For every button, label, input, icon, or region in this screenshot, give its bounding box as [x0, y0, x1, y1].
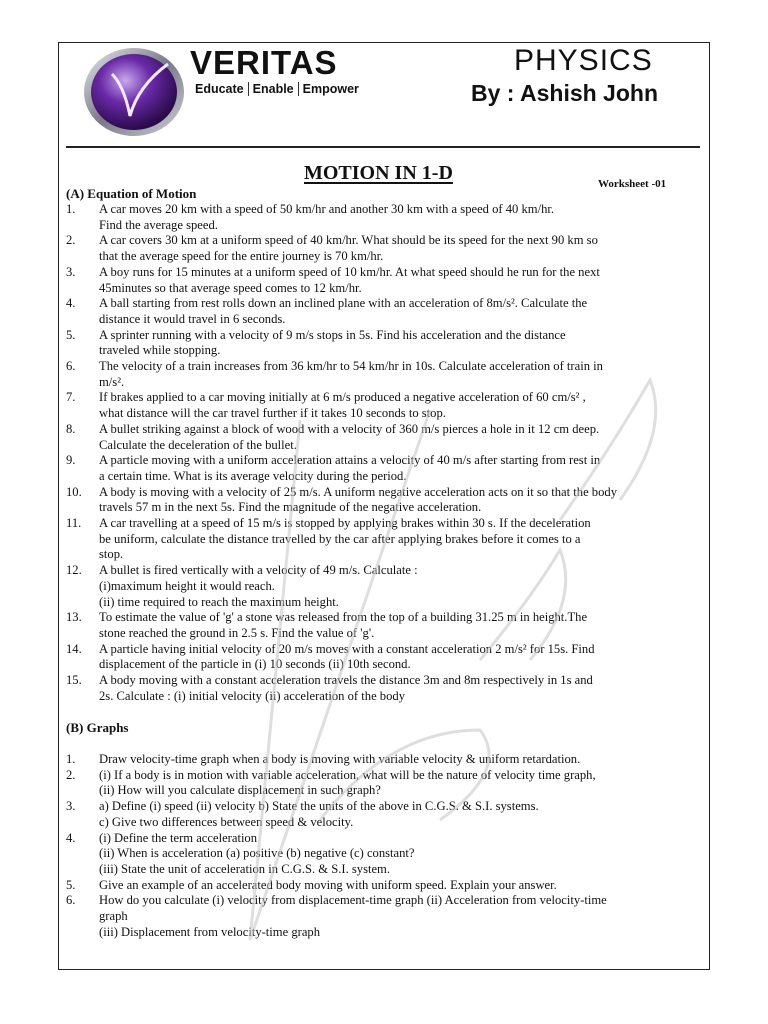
question-line: Give an example of an accelerated body moving with uniform speed. Explain your answer. [99, 877, 557, 892]
question-line: A body is moving with a velocity of 25 m/s. A uniform negative acceleration acts on it so that the body [99, 484, 617, 499]
question-text [99, 390, 702, 421]
question-line: A car moves 20 km with a speed of 50 km/hr and another 30 km with a speed of 40 km/hr. [99, 202, 555, 216]
question-line: travels 57 m in the next 5s. Find the magnitude of the negative acceleration. [99, 500, 482, 515]
question-text [99, 233, 702, 264]
tagline [195, 82, 359, 96]
question-line: distance it would travel in 6 seconds. [99, 311, 286, 326]
question-line: (ii) When is acceleration (a) positive (b) negative (c) constant? [99, 846, 415, 861]
question-text [99, 453, 702, 484]
question-text [99, 328, 702, 359]
question-text [99, 673, 702, 704]
question-line: A particle having initial velocity of 20 m/s moves with a constant acceleration 2 m/s² for 15s. Find [99, 641, 595, 656]
question-line: A body moving with a constant acceleration travels the distance 3m and 8m respectively in 1s and [99, 673, 593, 687]
question-number: 6. [66, 359, 76, 373]
question-text [99, 610, 702, 641]
question-line: 2s. Calculate : (i) initial velocity (ii) acceleration of the body [99, 688, 405, 703]
header-divider [66, 146, 700, 148]
question-line: How do you calculate (i) velocity from displacement-time graph (ii) Acceleration from velocity-time [99, 893, 607, 908]
question-line: Calculate the deceleration of the bullet. [99, 437, 297, 452]
question-line: a certain time. What is its average velocity during the period. [99, 468, 407, 483]
question-line: A bullet striking against a block of wood with a velocity of 360 m/s pierces a hole in it 12 cm deep. [99, 421, 600, 436]
question-line: Find the average speed. [99, 217, 218, 232]
question-line: A particle moving with a uniform acceleration attains a velocity of 40 m/s after starting from rest in [99, 453, 601, 468]
question-line: traveled while stopping. [99, 343, 221, 358]
question-number: 3. [66, 264, 76, 279]
veritas-logo-icon [82, 46, 186, 138]
subject-title: PHYSICS [514, 44, 653, 77]
tagline-empower: Empower [298, 82, 359, 96]
brand-name: VERITAS [190, 44, 338, 81]
question-number: 11. [66, 516, 82, 530]
question-text [99, 642, 702, 673]
question-line: that the average speed for the entire journey is 70 km/hr. [99, 249, 384, 264]
question-line: (iii) State the unit of acceleration in C.G.S. & S.I. system. [99, 861, 391, 876]
question-line: m/s². [99, 374, 125, 389]
question-line: If brakes applied to a car moving initially at 6 m/s produced a negative acceleration of 60 cm/s² , [99, 390, 586, 405]
question-number: 5. [66, 327, 76, 342]
question-number: 2. [66, 233, 76, 248]
question-number: 5. [66, 877, 76, 892]
question-number: 4. [66, 830, 76, 845]
question-number: 9. [66, 453, 76, 468]
question-line: (i) Define the term acceleration [99, 830, 258, 845]
question-text [99, 752, 702, 768]
question-line: stone reached the ground in 2.5 s. Find the value of 'g'. [99, 625, 375, 640]
question-number: 12. [66, 563, 82, 578]
question-line: 45minutes so that average speed comes to 12 km/hr. [99, 280, 362, 295]
question-line: (iii) Displacement from velocity-time graph [99, 924, 321, 939]
question-line: To estimate the value of 'g' a stone was released from the top of a building 31.25 m in height.The [99, 610, 588, 625]
question-text [99, 296, 702, 327]
tagline-educate: Educate [195, 82, 244, 96]
question-text [99, 359, 702, 390]
question-line: Draw velocity-time graph when a body is moving with variable velocity & uniform retardation. [99, 752, 581, 766]
question-line: A car covers 30 km at a uniform speed of 40 km/hr. What should be its speed for the next 90 km so [99, 233, 598, 248]
question-line: graph [99, 909, 128, 923]
question-line: c) Give two differences between speed & velocity. [99, 814, 354, 829]
question-line: (ii) How will you calculate displacement in such graph? [99, 783, 381, 798]
question-line: displacement of the particle in (i) 10 seconds (ii) 10th second. [99, 657, 411, 672]
question-number: 2. [66, 767, 76, 782]
question-text [99, 485, 702, 516]
question-text [99, 563, 702, 610]
worksheet-number: Worksheet -01 [598, 178, 667, 190]
question-number: 1. [66, 202, 76, 216]
question-text [99, 878, 702, 894]
question-line: The velocity of a train increases from 36 km/hr to 54 km/hr in 10s. Calculate acceleration of train in [99, 359, 603, 373]
question-text [99, 768, 702, 799]
question-number: 15. [66, 673, 82, 687]
section-a-heading: (A) Equation of Motion [66, 186, 197, 201]
question-line: be uniform, calculate the distance travelled by the car after applying brakes before it comes to a [99, 531, 581, 546]
question-line: A car travelling at a speed of 15 m/s is stopped by applying brakes within 30 s. If the deceleration [99, 516, 591, 530]
question-line: a) Define (i) speed (ii) velocity b) State the units of the above in C.G.S. & S.I. systems. [99, 799, 539, 814]
question-line: A bullet is fired vertically with a velocity of 49 m/s. Calculate : [99, 563, 418, 578]
question-number: 1. [66, 752, 76, 766]
question-line: (i)maximum height it would reach. [99, 578, 275, 593]
question-line: A sprinter running with a velocity of 9 m/s stops in 5s. Find his acceleration and the distance [99, 327, 566, 342]
question-text [99, 516, 702, 563]
question-line: A ball starting from rest rolls down an inclined plane with an acceleration of 8m/s². Calculate the [99, 296, 588, 311]
question-number: 6. [66, 893, 76, 908]
tagline-enable: Enable [248, 82, 294, 96]
question-number: 4. [66, 296, 76, 311]
question-line: what distance will the car travel further if it takes 10 seconds to stop. [99, 406, 446, 421]
question-number: 13. [66, 610, 82, 625]
question-number: 10. [66, 484, 82, 499]
question-text [99, 265, 702, 296]
question-line: (ii) time required to reach the maximum height. [99, 594, 339, 609]
question-line: A boy runs for 15 minutes at a uniform speed of 10 km/hr. At what speed should he run for the next [99, 264, 600, 279]
question-line: stop. [99, 547, 124, 562]
question-text [99, 422, 702, 453]
question-text [99, 831, 702, 878]
section-b-heading: (B) Graphs [66, 720, 129, 735]
question-line: (i) If a body is in motion with variable acceleration, what will be the nature of velocity time graph, [99, 767, 596, 782]
author-name: By : Ashish John [471, 80, 658, 106]
question-number: 14. [66, 641, 82, 656]
question-number: 7. [66, 390, 76, 405]
question-number: 3. [66, 799, 76, 814]
question-text [99, 893, 702, 940]
worksheet-title: MOTION IN 1-D [304, 162, 453, 184]
question-number: 8. [66, 421, 76, 436]
question-text [99, 202, 702, 233]
question-text [99, 799, 702, 830]
